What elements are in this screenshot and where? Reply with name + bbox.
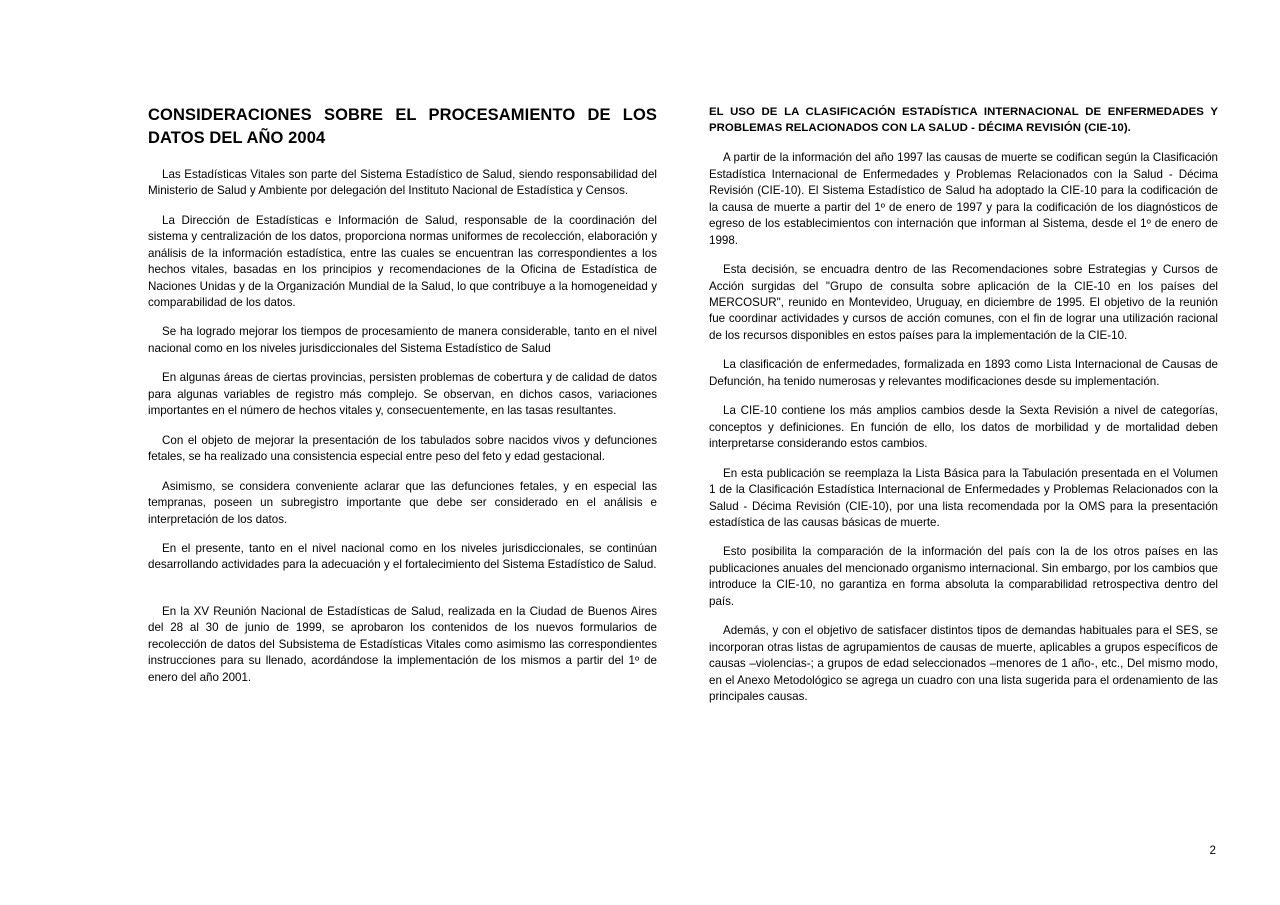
paragraph: En algunas áreas de ciertas provincias, persisten problemas de cobertura y de calidad de datos para algunas variables de registro más complejo. Se observan, en dichos casos, variaciones importantes en el número de hechos vitales y, consecuentemente, en las tasas resultantes. [148, 371, 657, 418]
paragraph: En esta publicación se reemplaza la Lista Básica para la Tabulación presentada en el Volumen 1 de la Clasificación Estadística Internacional de Enfermedades y Problemas Relacionados con la Salud - Décima Revisión (CIE-10), por una lista recomendada por la OMS para la presentación estadística de las causas básicas de muerte. [709, 466, 1218, 529]
right-column [709, 104, 1218, 719]
paragraph: Esta decisión, se encuadra dentro de las Recomendaciones sobre Estrategias y Cursos de Acción surgidas del "Grupo de consulta sobre aplicación de la CIE-10 en los países del MERCOSUR", reunido en Montevideo, Uruguay, en diciembre de 1995. El objetivo de la reunión fue coordinar actividades y cursos de acción comunes, con el fin de lograr una utilización racional de los recursos disponibles en estos países para la implementación de la CIE-10. [709, 263, 1218, 342]
right-column-heading: EL USO DE LA CLASIFICACIÓN ESTADÍSTICA INTERNACIONAL DE ENFERMEDADES Y PROBLEMAS RELACIONADOS CON LA SALUD - DÉCIMA REVISIÓN (CIE-10). [709, 106, 1218, 135]
paragraph: Con el objeto de mejorar la presentación de los tabulados sobre nacidos vivos y defunciones fetales, se ha realizado una consistencia especial entre peso del feto y edad gestacional. [148, 433, 657, 464]
paragraph: Además, y con el objetivo de satisfacer distintos tipos de demandas habituales para el SES, se incorporan otras listas de agrupamientos de causas de muerte, aplicables a grupos específicos de causas –violencias-; a grupos de edad seleccionados –menores de 1 año-, etc., Del mismo modo, en el Anexo Metodológico se agrega un cuadro con una lista sugerida para el ordenamiento de las principales causas. [709, 624, 1218, 704]
left-column [148, 104, 657, 699]
paragraph: En el presente, tanto en el nivel nacional como en los niveles jurisdiccionales, se continúan desarrollando actividades para la adecuación y el fortalecimiento del Sistema Estadístico de Salud. [148, 542, 657, 572]
paragraph: Asimismo, se considera conveniente aclarar que las defunciones fetales, y en especial las tempranas, poseen un subregistro importante que debe ser considerado en el análisis e interpretación de los datos. [148, 479, 657, 526]
paragraph: Las Estadísticas Vitales son parte del Sistema Estadístico de Salud, siendo responsabilidad del Ministerio de Salud y Ambiente por delegación del Instituto Nacional de Estadística y Censos. [148, 167, 657, 198]
paragraph: Esto posibilita la comparación de la información del país con la de los otros países en las publicaciones anuales del mencionado organismo internacional. Sin embargo, por los cambios que introduce la CIE-10, no garantiza en forma absoluta la comparabilidad retrospectiva dentro del país. [709, 545, 1218, 608]
paragraph: Se ha logrado mejorar los tiempos de procesamiento de manera considerable, tanto en el nivel nacional como en los niveles jurisdiccionales del Sistema Estadístico de Salud [148, 325, 657, 355]
paragraph: La Dirección de Estadísticas e Información de Salud, responsable de la coordinación del sistema y centralización de los datos, proporciona normas uniformes de recolección, elaboración y análisis de la información estadística, entre las cuales se encuentran las correspondientes a los hechos vitales, basadas en los principios y recomendaciones de la Oficina de Estadística de Naciones Unidas y de la Organización Mundial de la Salud, lo que contribuye a la homogeneidad y comparabilidad de los datos. [148, 213, 657, 310]
paragraph: La CIE-10 contiene los más amplios cambios desde la Sexta Revisión a nivel de categorías, conceptos y definiciones. En función de ello, los datos de morbilidad y de mortalidad deben interpretarse considerando estos cambios. [709, 404, 1218, 451]
left-column-heading: CONSIDERACIONES SOBRE EL PROCESAMIENTO DE LOS DATOS DEL AÑO 2004 [148, 106, 657, 148]
two-column-body [148, 104, 1218, 719]
paragraph: La clasificación de enfermedades, formalizada en 1893 como Lista Internacional de Causas de Defunción, ha tenido numerosas y relevantes modificaciones desde su implementación. [709, 358, 1218, 388]
page-number: 2 [1209, 844, 1216, 857]
paragraph: A partir de la información del año 1997 las causas de muerte se codifican según la Clasificación Estadística Internacional de Enfermedades y Problemas Relacionados con la Salud - Décima Revisión (CIE-10). El Sistema Estadístico de Salud ha adoptado la CIE-10 para la codificación de la causa de muerte a partir del 1º de enero de 1997 y para la codificación de los diagnósticos de egreso de los establecimientos con internación que informan al Sistema, desde el 1º de enero de 1998. [709, 151, 1218, 247]
paragraph: En la XV Reunión Nacional de Estadísticas de Salud, realizada en la Ciudad de Buenos Aires del 28 al 30 de junio de 1999, se aprobaron los contenidos de los nuevos formularios de recolección de datos del Subsistema de Estadísticas Vitales como asimismo las correspondientes instrucciones para su llenado, acordándose la implementación de los mismos a partir del 1º de enero del año 2001. [148, 604, 657, 684]
